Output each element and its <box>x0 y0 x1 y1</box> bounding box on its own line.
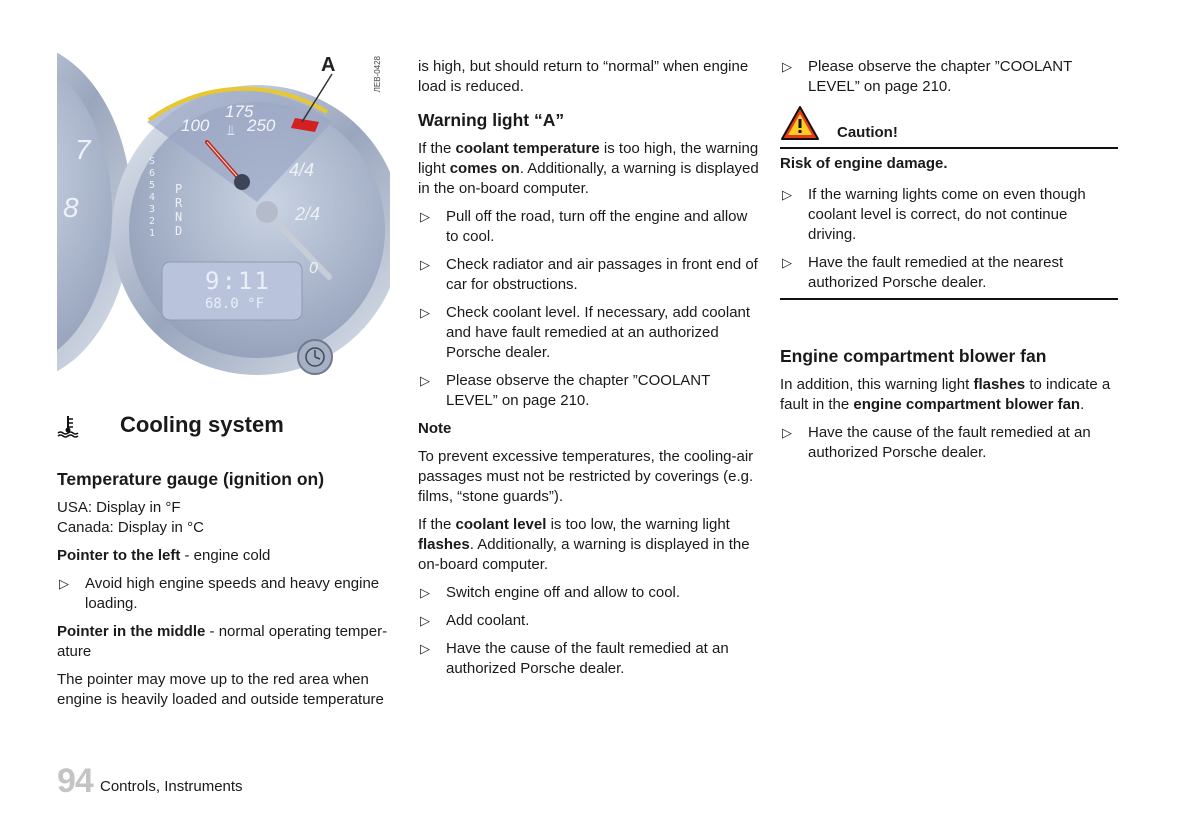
text-run: If the <box>418 516 456 533</box>
bullet-text: Switch engine off and allow to cool. <box>446 584 681 601</box>
gear-selector-column <box>175 182 182 238</box>
triangle-right-icon: ▷ <box>782 425 792 440</box>
warning-triangle-icon <box>780 105 820 146</box>
blower-fan-section <box>780 345 1118 463</box>
text-run: If the <box>418 140 456 157</box>
temperature-gauge-heading: Temperature gauge (ignition on) <box>57 469 325 489</box>
text-run: to indicate a fault in the <box>780 376 1111 413</box>
text-run-bold: coolant level <box>455 516 547 533</box>
pointer-middle-text: - normal operating temper-ature <box>57 623 388 660</box>
list-item <box>418 303 760 363</box>
gauge-label-100: 100 <box>181 116 210 135</box>
note-heading: Note <box>418 420 452 437</box>
list-item <box>780 253 1118 293</box>
triangle-right-icon: ▷ <box>420 209 430 224</box>
continuation-paragraph: is high, but should return to “normal” when engine load is reduced. <box>418 58 749 95</box>
gear-letter: 6 <box>149 168 156 179</box>
triangle-right-icon: ▷ <box>420 373 430 388</box>
triangle-right-icon: ▷ <box>59 576 69 591</box>
text-run: . <box>1080 396 1085 413</box>
column-2 <box>418 57 760 679</box>
list-item <box>418 255 760 295</box>
pointer-left-label: Pointer to the left <box>57 547 181 564</box>
triangle-right-icon: ▷ <box>420 305 430 320</box>
gear-indicator-column <box>149 156 155 240</box>
gear-letter: 1 <box>149 228 156 239</box>
gear-letter: D <box>175 224 183 238</box>
fuel-label-empty: 0 <box>309 260 318 277</box>
list-item <box>418 639 760 679</box>
section-title: Cooling system <box>120 412 284 437</box>
list-item <box>780 57 1118 97</box>
footer-section-title: Controls, Instruments <box>100 778 243 795</box>
red-area-paragraph: The pointer may move up to the red area when engine is heavily loaded and outside temperature <box>57 671 384 708</box>
canada-display-line: Canada: Display in °C <box>57 519 204 536</box>
gear-letter: S <box>149 156 156 167</box>
page-footer <box>57 762 357 802</box>
coolant-temperature-paragraph <box>418 139 760 199</box>
fuel-label-half: 2/4 <box>295 204 321 224</box>
bullet-text: Have the fault remedied at the nearest authorized Porsche dealer. <box>808 254 1064 291</box>
text-run: In addition, this warning light <box>780 376 974 393</box>
pointer-middle-label: Pointer in the middle <box>57 623 206 640</box>
triangle-right-icon: ▷ <box>782 255 792 270</box>
gauge-illustration <box>57 52 390 384</box>
text-run-bold: coolant temperature <box>455 140 600 157</box>
warning-light-heading: Warning light “A” <box>418 110 565 130</box>
bullet-text: Avoid high engine speeds and heavy engine loading. <box>85 575 380 612</box>
bullet-text: Please observe the chapter ”COOLANT LEVEL” on page 210. <box>446 372 711 409</box>
caution-box <box>780 105 1118 301</box>
fuel-label-full: 4/4 <box>289 160 315 180</box>
left-dial-digit: 8 <box>63 192 79 223</box>
triangle-right-icon: ▷ <box>420 641 430 656</box>
pointer-left-text: - engine cold <box>180 547 271 564</box>
bullet-text: If the warning lights come on even though coolant level is correct, do not continue driving. <box>808 186 1086 243</box>
blower-fan-heading: Engine compartment blower fan <box>780 346 1047 366</box>
gear-letter: 5 <box>149 180 156 191</box>
triangle-right-icon: ▷ <box>782 187 792 202</box>
list-item <box>418 371 760 411</box>
list-item <box>57 574 392 614</box>
instrument-cluster-figure <box>57 52 390 384</box>
usa-display-line: USA: Display in °F <box>57 499 181 516</box>
left-dial-digit: 7 <box>75 134 91 165</box>
text-run: . Additionally, a warning is displayed in the on-board computer. <box>418 160 759 197</box>
list-item <box>780 423 1118 463</box>
column-3 <box>780 57 1118 97</box>
list-item <box>418 207 760 247</box>
bullet-text: Check coolant level. If necessary, add coolant and have fault remedied at an authorized Porsche dealer. <box>446 304 751 361</box>
list-item <box>418 583 760 603</box>
text-run-bold: comes on <box>449 160 520 177</box>
column-1 <box>57 468 392 710</box>
gear-letter: R <box>175 196 183 210</box>
figure-code: ЛЕВ-0428 <box>373 56 382 93</box>
triangle-right-icon: ▷ <box>420 613 430 628</box>
bullet-text: Please observe the chapter ”COOLANT LEVEL” on page 210. <box>808 58 1073 95</box>
risk-line: Risk of engine damage. <box>780 155 948 172</box>
note-text: To prevent excessive temperatures, the cooling-air passages must not be restricted by coverings (e.g. films, “stone guards”). <box>418 448 754 505</box>
gear-letter: P <box>175 182 183 196</box>
section-title-row <box>57 410 392 442</box>
bullet-text: Have the cause of the fault remedied at an authorized Porsche dealer. <box>446 640 729 677</box>
triangle-right-icon: ▷ <box>420 585 430 600</box>
pointer-left-paragraph <box>57 546 392 566</box>
caution-label: Caution! <box>837 124 898 141</box>
caution-bottom-rule <box>780 298 1118 300</box>
coolant-level-paragraph <box>418 515 760 575</box>
text-run: is too low, the warning light <box>546 516 730 533</box>
list-item <box>418 611 760 631</box>
bullet-text: Add coolant. <box>446 612 530 629</box>
gear-letter: 3 <box>149 204 156 215</box>
bullet-text: Check radiator and air passages in front end of car for obstructions. <box>446 256 758 293</box>
gear-letter: N <box>175 210 183 224</box>
caution-top-rule <box>780 147 1118 149</box>
text-run-bold: flashes <box>418 536 470 553</box>
pointer-middle-paragraph <box>57 622 392 662</box>
gauge-coolant-symbol: ⫫ <box>227 122 235 138</box>
caution-bullets <box>780 185 1118 293</box>
list-item <box>780 185 1118 245</box>
blower-fan-paragraph <box>780 375 1118 415</box>
page-number: 94 <box>57 762 93 800</box>
triangle-right-icon: ▷ <box>420 257 430 272</box>
display-clock: 9:11 <box>205 267 271 295</box>
text-run-bold: engine compartment blower fan <box>853 396 1081 413</box>
callout-letter-a: A <box>321 54 336 76</box>
triangle-right-icon: ▷ <box>782 59 792 74</box>
text-run: . Additionally, a warning is displayed in the on-board computer. <box>418 536 750 573</box>
text-run: is too high, the warning light <box>418 140 759 177</box>
display-outside-temp: 68.0 °F <box>205 296 265 312</box>
bullet-text: Pull off the road, turn off the engine and allow to cool. <box>446 208 748 245</box>
bullet-text: Have the cause of the fault remedied at an authorized Porsche dealer. <box>808 424 1091 461</box>
coolant-temperature-icon <box>57 414 79 443</box>
gear-letter: 4 <box>149 192 156 203</box>
text-run-bold: flashes <box>973 376 1026 393</box>
gear-letter: 2 <box>149 216 156 227</box>
gauge-label-175: 175 <box>225 102 254 121</box>
gauge-label-250: 250 <box>247 116 276 135</box>
